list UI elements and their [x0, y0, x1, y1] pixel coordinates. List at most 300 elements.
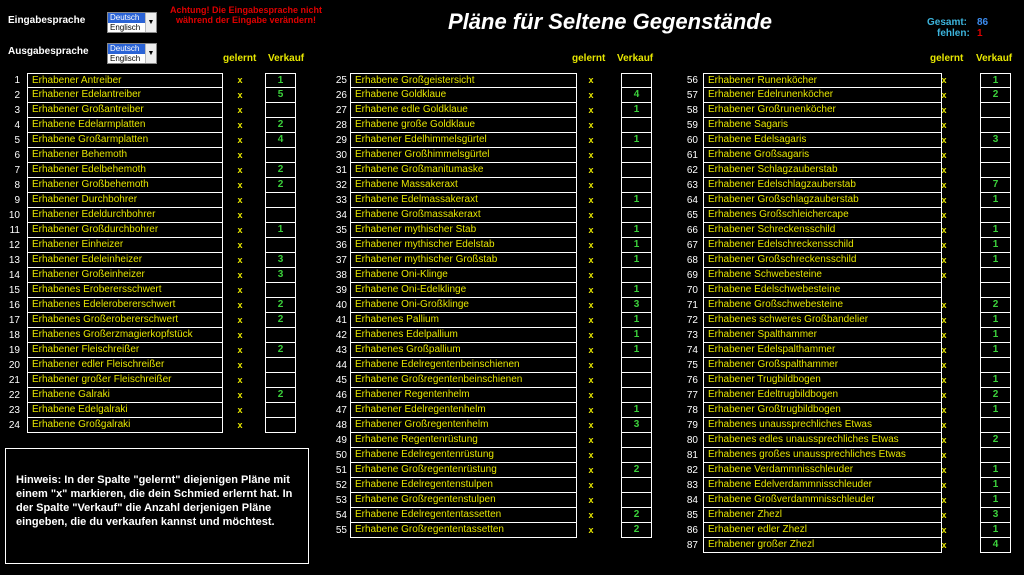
- table-row: [678, 298, 1023, 313]
- plans-table-1: [0, 73, 300, 433]
- row-number: 58: [686, 105, 698, 116]
- sale-cell[interactable]: 1: [265, 223, 296, 238]
- sale-cell[interactable]: 2: [265, 298, 296, 313]
- row-number: 71: [686, 300, 698, 311]
- plan-name: Erhabener Durchbohrer: [27, 193, 223, 208]
- learned-cell[interactable]: x: [237, 420, 243, 430]
- learned-cell[interactable]: x: [237, 120, 243, 130]
- learned-cell[interactable]: x: [588, 360, 594, 370]
- table-row: [327, 118, 657, 133]
- sale-cell[interactable]: [980, 103, 1011, 118]
- sale-cell[interactable]: 1: [980, 493, 1011, 508]
- sale-cell[interactable]: 1: [980, 253, 1011, 268]
- sale-cell[interactable]: 2: [265, 388, 296, 403]
- table-row: [327, 193, 657, 208]
- input-language-option-englisch[interactable]: Englisch: [110, 23, 141, 32]
- sale-cell[interactable]: 1: [980, 403, 1011, 418]
- learned-cell[interactable]: x: [588, 285, 594, 295]
- sale-cell[interactable]: [265, 193, 296, 208]
- input-language-select[interactable]: [107, 12, 157, 33]
- output-language-select[interactable]: [107, 43, 157, 64]
- table-row: [0, 388, 300, 403]
- plan-name: Erhabener großer Zhezl: [703, 538, 942, 553]
- row-number: 36: [335, 240, 347, 251]
- page-title: Pläne für Seltene Gegenstände: [448, 9, 772, 34]
- sale-cell[interactable]: 1: [980, 328, 1011, 343]
- learned-cell[interactable]: x: [588, 210, 594, 220]
- plan-name: Erhabener Großbehemoth: [27, 178, 223, 193]
- sale-cell[interactable]: [265, 373, 296, 388]
- chevron-down-icon[interactable]: ▼: [145, 44, 156, 63]
- learned-cell[interactable]: x: [941, 330, 947, 340]
- sale-cell[interactable]: 1: [621, 223, 652, 238]
- table-row: [327, 373, 657, 388]
- sale-cell[interactable]: [621, 493, 652, 508]
- plan-name: Erhabener edler Fleischreißer: [27, 358, 223, 373]
- sale-cell[interactable]: 1: [621, 238, 652, 253]
- row-number: 83: [686, 480, 698, 491]
- sale-cell[interactable]: 3: [621, 298, 652, 313]
- learned-cell[interactable]: x: [237, 405, 243, 415]
- learned-cell[interactable]: x: [588, 165, 594, 175]
- plan-name: Erhabener mythischer Großstab: [350, 253, 577, 268]
- row-number: 3: [14, 105, 20, 116]
- table-row: [0, 133, 300, 148]
- learned-cell[interactable]: x: [941, 360, 947, 370]
- sale-cell[interactable]: [621, 163, 652, 178]
- sale-cell[interactable]: 2: [980, 388, 1011, 403]
- row-number: 43: [335, 345, 347, 356]
- chevron-down-icon[interactable]: ▼: [145, 13, 156, 32]
- sale-cell[interactable]: 1: [621, 328, 652, 343]
- sale-cell[interactable]: [621, 73, 652, 88]
- learned-cell[interactable]: x: [941, 450, 947, 460]
- row-number: 6: [14, 150, 20, 161]
- learned-cell[interactable]: x: [941, 255, 947, 265]
- learned-cell[interactable]: x: [941, 120, 947, 130]
- learned-cell[interactable]: x: [941, 225, 947, 235]
- sale-cell[interactable]: 1: [980, 463, 1011, 478]
- missing-label: fehlen:: [937, 28, 970, 39]
- sale-cell[interactable]: 5: [265, 88, 296, 103]
- row-number: 74: [686, 345, 698, 356]
- table-row: [678, 448, 1023, 463]
- sale-cell[interactable]: 1: [980, 523, 1011, 538]
- sale-cell[interactable]: 1: [980, 238, 1011, 253]
- learned-cell[interactable]: x: [941, 75, 947, 85]
- sale-cell[interactable]: 1: [621, 193, 652, 208]
- sale-cell[interactable]: [980, 163, 1011, 178]
- table-row: [678, 463, 1023, 478]
- table-row: [327, 88, 657, 103]
- learned-cell[interactable]: x: [588, 345, 594, 355]
- plans-table-2: [327, 73, 657, 538]
- header-learned: gelernt: [572, 53, 606, 64]
- learned-cell[interactable]: x: [237, 135, 243, 145]
- row-number: 27: [335, 105, 347, 116]
- sale-cell[interactable]: [265, 418, 296, 433]
- sale-cell[interactable]: [621, 268, 652, 283]
- sale-cell[interactable]: [265, 328, 296, 343]
- row-number: 62: [686, 165, 698, 176]
- sale-cell[interactable]: [265, 148, 296, 163]
- table-row: [678, 268, 1023, 283]
- learned-cell[interactable]: x: [588, 465, 594, 475]
- learned-cell[interactable]: x: [941, 345, 947, 355]
- row-number: 76: [686, 375, 698, 386]
- learned-cell[interactable]: x: [941, 390, 947, 400]
- table-row: [0, 358, 300, 373]
- plans-table-3: [678, 73, 1023, 553]
- table-row: [327, 343, 657, 358]
- learned-cell[interactable]: x: [588, 450, 594, 460]
- table-row: [0, 178, 300, 193]
- learned-cell[interactable]: x: [941, 195, 947, 205]
- row-number: 19: [8, 345, 20, 356]
- sale-cell[interactable]: [621, 178, 652, 193]
- plan-name: Erhabene große Goldklaue: [350, 118, 577, 133]
- plan-name: Erhabene Edelschwebesteine: [703, 283, 942, 298]
- learned-cell[interactable]: x: [237, 240, 243, 250]
- sale-cell[interactable]: 1: [980, 73, 1011, 88]
- sale-cell[interactable]: 1: [621, 343, 652, 358]
- sale-cell[interactable]: 2: [265, 313, 296, 328]
- row-number: 66: [686, 225, 698, 236]
- row-number: 26: [335, 90, 347, 101]
- sale-cell[interactable]: [621, 208, 652, 223]
- sale-cell[interactable]: 2: [980, 88, 1011, 103]
- learned-cell[interactable]: x: [941, 165, 947, 175]
- learned-cell[interactable]: x: [588, 240, 594, 250]
- sale-cell[interactable]: [265, 103, 296, 118]
- learned-cell[interactable]: x: [941, 90, 947, 100]
- row-number: 30: [335, 150, 347, 161]
- sale-cell[interactable]: 4: [265, 133, 296, 148]
- row-number: 51: [335, 465, 347, 476]
- sale-cell[interactable]: 4: [980, 538, 1011, 553]
- learned-cell[interactable]: x: [237, 90, 243, 100]
- learned-cell[interactable]: x: [588, 255, 594, 265]
- learned-cell[interactable]: x: [941, 405, 947, 415]
- learned-cell[interactable]: x: [588, 225, 594, 235]
- plan-name: Erhabenes Großpallium: [350, 343, 577, 358]
- output-language-option-deutsch[interactable]: Deutsch: [108, 44, 156, 54]
- plan-name: Erhabene Oni-Klinge: [350, 268, 577, 283]
- header-sale: Verkauf: [268, 53, 305, 64]
- row-number: 87: [686, 540, 698, 551]
- sale-cell[interactable]: [265, 403, 296, 418]
- learned-cell[interactable]: x: [588, 105, 594, 115]
- sale-cell[interactable]: 7: [980, 178, 1011, 193]
- table-row: [678, 523, 1023, 538]
- sale-cell[interactable]: 3: [265, 253, 296, 268]
- row-number: 21: [8, 375, 20, 386]
- plan-name: Erhabener Edeldurchbohrer: [27, 208, 223, 223]
- learned-cell[interactable]: x: [941, 540, 947, 550]
- row-number: 86: [686, 525, 698, 536]
- row-number: 28: [335, 120, 347, 131]
- plan-name: Erhabener Großspalthammer: [703, 358, 942, 373]
- table-row: [678, 148, 1023, 163]
- plan-name: Erhabener edler Zhezl: [703, 523, 942, 538]
- plan-name: Erhabene Großarmplatten: [27, 133, 223, 148]
- learned-cell[interactable]: x: [237, 255, 243, 265]
- plan-name: Erhabenes Eroberersschwert: [27, 283, 223, 298]
- plan-name: Erhabener Großrunenköcher: [703, 103, 942, 118]
- table-row: [678, 478, 1023, 493]
- learned-cell[interactable]: x: [237, 285, 243, 295]
- table-row: [0, 298, 300, 313]
- learned-cell[interactable]: x: [237, 345, 243, 355]
- sale-cell[interactable]: 3: [980, 133, 1011, 148]
- sale-cell[interactable]: 1: [621, 283, 652, 298]
- learned-cell[interactable]: x: [588, 120, 594, 130]
- learned-cell[interactable]: x: [237, 195, 243, 205]
- learned-cell[interactable]: x: [588, 375, 594, 385]
- learned-cell[interactable]: x: [941, 435, 947, 445]
- learned-cell[interactable]: x: [941, 525, 947, 535]
- learned-cell[interactable]: x: [588, 180, 594, 190]
- row-number: 33: [335, 195, 347, 206]
- sale-cell[interactable]: [621, 433, 652, 448]
- learned-cell[interactable]: x: [941, 300, 947, 310]
- sale-cell[interactable]: 3: [621, 418, 652, 433]
- table-row: [327, 208, 657, 223]
- table-row: [0, 238, 300, 253]
- row-number: 40: [335, 300, 347, 311]
- sale-cell[interactable]: [980, 418, 1011, 433]
- learned-cell[interactable]: x: [588, 510, 594, 520]
- sale-cell[interactable]: 1: [621, 403, 652, 418]
- plan-name: Erhabener Großschreckensschild: [703, 253, 942, 268]
- sale-cell[interactable]: 4: [621, 88, 652, 103]
- sale-cell[interactable]: 1: [980, 223, 1011, 238]
- row-number: 67: [686, 240, 698, 251]
- plan-name: Erhabene Edelsagaris: [703, 133, 942, 148]
- learned-cell[interactable]: x: [941, 180, 947, 190]
- learned-cell[interactable]: x: [941, 210, 947, 220]
- learned-cell[interactable]: x: [237, 315, 243, 325]
- row-number: 13: [8, 255, 20, 266]
- sale-cell[interactable]: 1: [980, 313, 1011, 328]
- plan-name: Erhabener Großschlagzauberstab: [703, 193, 942, 208]
- learned-cell[interactable]: x: [237, 165, 243, 175]
- plan-name: Erhabener Großeinheizer: [27, 268, 223, 283]
- learned-cell[interactable]: x: [588, 300, 594, 310]
- sale-cell[interactable]: 1: [980, 373, 1011, 388]
- sale-cell[interactable]: [980, 148, 1011, 163]
- table-row: [0, 343, 300, 358]
- learned-cell[interactable]: x: [941, 375, 947, 385]
- table-row: [678, 88, 1023, 103]
- row-number: 15: [8, 285, 20, 296]
- learned-cell[interactable]: x: [588, 420, 594, 430]
- learned-cell[interactable]: x: [588, 195, 594, 205]
- table-row: [678, 373, 1023, 388]
- header-learned: gelernt: [223, 53, 257, 64]
- sale-cell[interactable]: [621, 448, 652, 463]
- sale-cell[interactable]: [621, 358, 652, 373]
- sale-cell[interactable]: 1: [621, 253, 652, 268]
- learned-cell[interactable]: x: [237, 330, 243, 340]
- sale-cell[interactable]: 2: [265, 163, 296, 178]
- sale-cell[interactable]: 1: [265, 73, 296, 88]
- sale-cell[interactable]: 1: [621, 133, 652, 148]
- learned-cell[interactable]: x: [941, 315, 947, 325]
- learned-cell[interactable]: x: [588, 390, 594, 400]
- learned-cell[interactable]: x: [588, 315, 594, 325]
- plan-name: Erhabener Edelschreckensschild: [703, 238, 942, 253]
- plan-name: Erhabene Massakeraxt: [350, 178, 577, 193]
- sale-cell[interactable]: 1: [621, 313, 652, 328]
- plan-name: Erhabener Edelantreiber: [27, 88, 223, 103]
- learned-cell[interactable]: x: [588, 405, 594, 415]
- sale-cell[interactable]: [980, 208, 1011, 223]
- sale-cell[interactable]: [621, 118, 652, 133]
- learned-cell[interactable]: x: [941, 420, 947, 430]
- row-number: 79: [686, 420, 698, 431]
- sale-cell[interactable]: [980, 448, 1011, 463]
- learned-cell[interactable]: x: [237, 375, 243, 385]
- sale-cell[interactable]: 2: [265, 178, 296, 193]
- sale-cell[interactable]: [980, 358, 1011, 373]
- sale-cell[interactable]: [980, 118, 1011, 133]
- sale-cell[interactable]: [265, 208, 296, 223]
- learned-cell[interactable]: x: [588, 75, 594, 85]
- sale-cell[interactable]: [265, 238, 296, 253]
- learned-cell[interactable]: x: [941, 495, 947, 505]
- row-number: 2: [14, 90, 20, 101]
- row-number: 78: [686, 405, 698, 416]
- plan-name: Erhabene Großregentenrüstung: [350, 463, 577, 478]
- table-row: [327, 103, 657, 118]
- table-row: [678, 73, 1023, 88]
- sale-cell[interactable]: 2: [980, 433, 1011, 448]
- learned-cell[interactable]: x: [588, 90, 594, 100]
- learned-cell[interactable]: x: [588, 495, 594, 505]
- plan-name: Erhabene Edelmassakeraxt: [350, 193, 577, 208]
- sale-cell[interactable]: [621, 478, 652, 493]
- learned-cell[interactable]: x: [237, 75, 243, 85]
- table-row: [678, 328, 1023, 343]
- sale-cell[interactable]: 2: [621, 508, 652, 523]
- learned-cell[interactable]: x: [588, 135, 594, 145]
- learned-cell[interactable]: x: [941, 135, 947, 145]
- plan-name: Erhabene Großregentenstulpen: [350, 493, 577, 508]
- learned-cell[interactable]: x: [237, 270, 243, 280]
- learned-cell[interactable]: [930, 283, 958, 298]
- learned-cell[interactable]: x: [237, 360, 243, 370]
- sale-cell[interactable]: [980, 268, 1011, 283]
- learned-cell[interactable]: x: [237, 105, 243, 115]
- learned-cell[interactable]: x: [237, 180, 243, 190]
- plan-name: Erhabene edle Goldklaue: [350, 103, 577, 118]
- sale-cell[interactable]: 2: [621, 523, 652, 538]
- learned-cell[interactable]: x: [941, 270, 947, 280]
- learned-cell[interactable]: x: [588, 150, 594, 160]
- sale-cell[interactable]: [621, 373, 652, 388]
- learned-cell[interactable]: x: [941, 465, 947, 475]
- sale-cell[interactable]: [621, 148, 652, 163]
- learned-cell[interactable]: x: [941, 150, 947, 160]
- sale-cell[interactable]: [621, 388, 652, 403]
- plan-name: Erhabene Edelgalraki: [27, 403, 223, 418]
- table-row: [0, 88, 300, 103]
- table-row: [327, 223, 657, 238]
- sale-cell[interactable]: 2: [265, 343, 296, 358]
- table-row: [327, 403, 657, 418]
- language-warning: Achtung! Die Eingabesprache nicht während der Eingabe verändern!: [169, 5, 323, 25]
- table-row: [678, 283, 1023, 298]
- plan-name: Erhabene Sagaris: [703, 118, 942, 133]
- sale-cell[interactable]: [980, 283, 1011, 298]
- sale-cell[interactable]: 1: [621, 103, 652, 118]
- learned-cell[interactable]: x: [588, 435, 594, 445]
- plan-name: Erhabene Großverdammnisschleuder: [703, 493, 942, 508]
- learned-cell[interactable]: x: [588, 525, 594, 535]
- row-number: 16: [8, 300, 20, 311]
- sale-cell[interactable]: [265, 358, 296, 373]
- learned-cell[interactable]: x: [237, 150, 243, 160]
- plan-name: Erhabener mythischer Edelstab: [350, 238, 577, 253]
- sale-cell[interactable]: 1: [980, 193, 1011, 208]
- hint-text: Hinweis: In der Spalte "gelernt" diejenigen Pläne mit einem "x" markieren, die dein Schmied erlernt hat. In der Spalte "Verkauf" die Anzahl derjenigen Pläne eingeben, die du verkaufen kannst und möchtest.: [16, 474, 293, 528]
- learned-cell[interactable]: x: [941, 105, 947, 115]
- learned-cell[interactable]: x: [941, 510, 947, 520]
- learned-cell[interactable]: x: [941, 240, 947, 250]
- plan-name: Erhabene Galraki: [27, 388, 223, 403]
- row-number: 61: [686, 150, 698, 161]
- learned-cell[interactable]: x: [237, 300, 243, 310]
- row-number: 60: [686, 135, 698, 146]
- sale-cell[interactable]: 3: [980, 508, 1011, 523]
- learned-cell[interactable]: x: [237, 210, 243, 220]
- table-row: [0, 418, 300, 433]
- row-number: 18: [8, 330, 20, 341]
- table-row: [678, 418, 1023, 433]
- plan-name: Erhabene Schwebesteine: [703, 268, 942, 283]
- row-number: 23: [8, 405, 20, 416]
- output-language-option-englisch[interactable]: Englisch: [110, 54, 141, 63]
- input-language-option-deutsch[interactable]: Deutsch: [108, 13, 156, 23]
- table-row: [0, 283, 300, 298]
- learned-cell[interactable]: x: [588, 480, 594, 490]
- row-number: 17: [8, 315, 20, 326]
- plan-name: Erhabenes großes unaussprechliches Etwas: [703, 448, 942, 463]
- plan-name: Erhabene Großschwebesteine: [703, 298, 942, 313]
- row-number: 47: [335, 405, 347, 416]
- learned-cell[interactable]: x: [237, 225, 243, 235]
- output-language-label: Ausgabesprache: [8, 46, 89, 57]
- table-row: [327, 463, 657, 478]
- sale-cell[interactable]: 3: [265, 268, 296, 283]
- sale-cell[interactable]: [265, 283, 296, 298]
- plan-name: Erhabenes Großerobererschwert: [27, 313, 223, 328]
- sale-cell[interactable]: 2: [621, 463, 652, 478]
- learned-cell[interactable]: x: [588, 270, 594, 280]
- sale-cell[interactable]: 1: [980, 478, 1011, 493]
- sale-cell[interactable]: 1: [980, 343, 1011, 358]
- learned-cell[interactable]: x: [941, 480, 947, 490]
- sale-cell[interactable]: 2: [980, 298, 1011, 313]
- learned-cell[interactable]: x: [588, 330, 594, 340]
- plan-name: Erhabener Großregentenhelm: [350, 418, 577, 433]
- learned-cell[interactable]: x: [237, 390, 243, 400]
- table-row: [678, 133, 1023, 148]
- sale-cell[interactable]: 2: [265, 118, 296, 133]
- row-number: 14: [8, 270, 20, 281]
- plan-name: Erhabene Regentenrüstung: [350, 433, 577, 448]
